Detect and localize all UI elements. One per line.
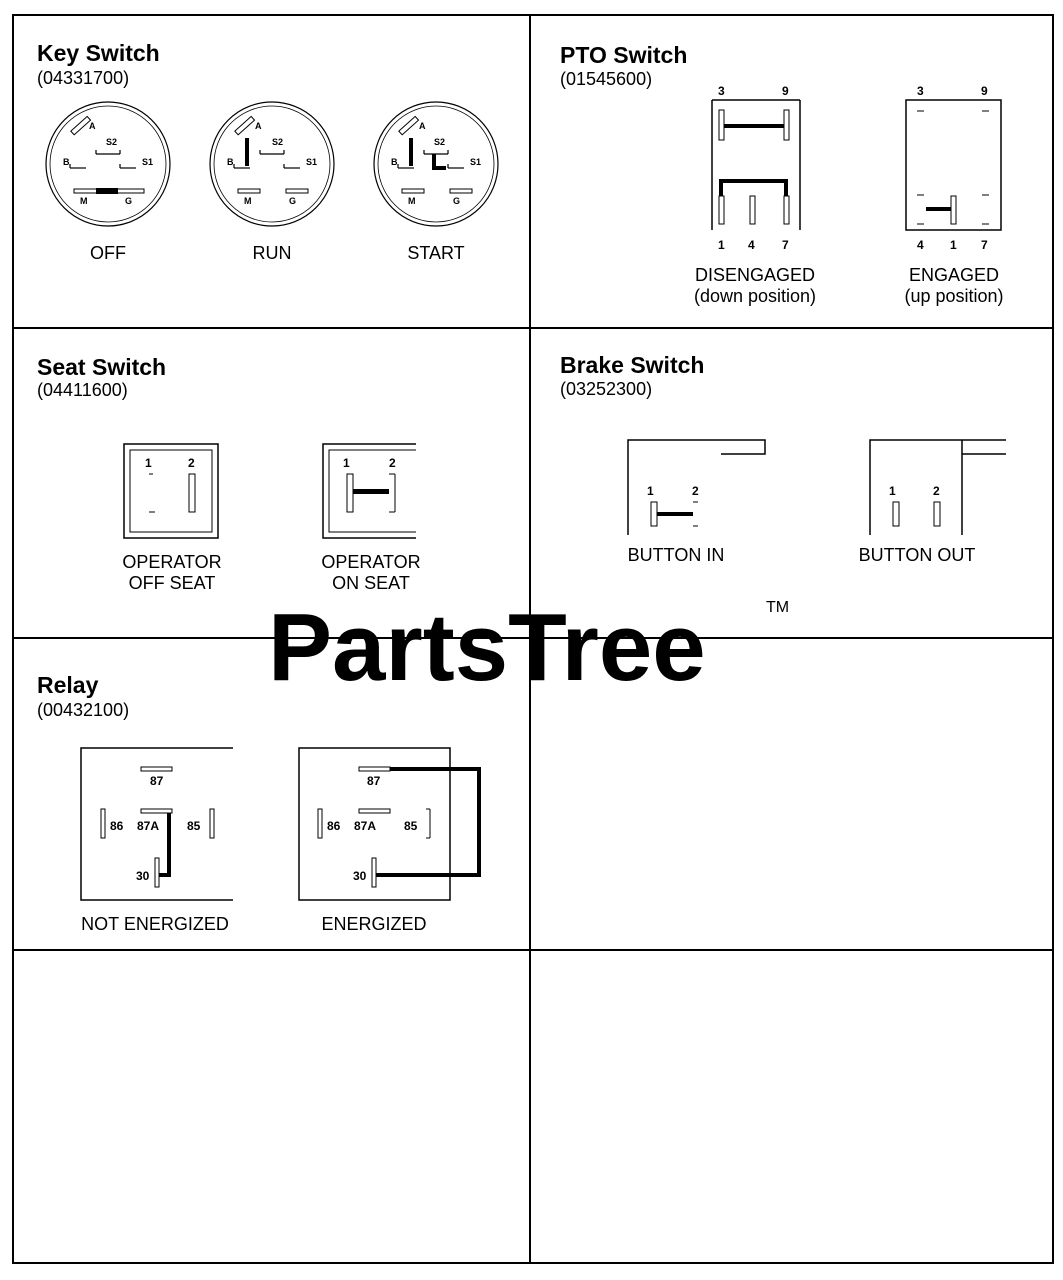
- svg-text:A: A: [89, 121, 96, 131]
- svg-text:87A: 87A: [354, 819, 377, 833]
- relay-title: Relay: [37, 672, 99, 698]
- pto-switch-part-number: (01545600): [560, 69, 653, 89]
- seat-off-label-line1: OPERATOR: [122, 552, 222, 572]
- svg-text:9: 9: [981, 84, 988, 98]
- svg-text:85: 85: [404, 819, 418, 833]
- seat-switch-part-number: (04411600): [37, 380, 128, 400]
- svg-text:G: G: [289, 196, 297, 206]
- seat-off-label-line2: OFF SEAT: [128, 573, 216, 593]
- svg-text:A: A: [255, 121, 262, 131]
- brake-button-out-label: BUTTON OUT: [858, 545, 976, 565]
- svg-text:G: G: [125, 196, 133, 206]
- svg-text:7: 7: [981, 238, 988, 252]
- svg-text:M: M: [408, 196, 416, 206]
- relay-not-energized-diagram: [81, 748, 233, 900]
- brake-switch-title: Brake Switch: [560, 352, 705, 378]
- svg-text:M: M: [80, 196, 88, 206]
- svg-text:87A: 87A: [137, 819, 160, 833]
- svg-text:7: 7: [782, 238, 789, 252]
- seat-switch-panel: [37, 354, 421, 593]
- key-switch-off-label: OFF: [90, 243, 126, 263]
- seat-on-label-line1: OPERATOR: [321, 552, 421, 572]
- seat-on-label-line2: ON SEAT: [332, 573, 410, 593]
- seat-off-diagram: [124, 444, 218, 538]
- svg-text:1: 1: [950, 238, 957, 252]
- relay-energized-label: ENERGIZED: [321, 914, 427, 934]
- svg-text:A: A: [419, 121, 426, 131]
- svg-text:B: B: [391, 157, 398, 167]
- key-switch-start-diagram: [374, 102, 498, 226]
- svg-text:1: 1: [145, 456, 152, 470]
- watermark-trademark: TM: [766, 599, 790, 616]
- svg-text:1: 1: [889, 484, 896, 498]
- svg-text:S2: S2: [434, 137, 446, 147]
- svg-text:3: 3: [718, 84, 725, 98]
- pto-disengaged-sublabel: (down position): [693, 286, 817, 306]
- relay-panel: [37, 672, 479, 934]
- svg-text:B: B: [227, 157, 234, 167]
- key-switch-off-diagram: [46, 102, 170, 226]
- key-switch-run-label: RUN: [252, 243, 292, 263]
- svg-text:4: 4: [748, 238, 755, 252]
- brake-switch-part-number: (03252300): [560, 379, 653, 399]
- svg-text:S1: S1: [306, 157, 318, 167]
- svg-text:3: 3: [917, 84, 924, 98]
- svg-text:87: 87: [367, 774, 381, 788]
- watermark: [268, 594, 789, 701]
- brake-switch-panel: [560, 352, 1006, 565]
- svg-text:M: M: [244, 196, 252, 206]
- svg-text:S2: S2: [106, 137, 118, 147]
- relay-part-number: (00432100): [37, 700, 130, 720]
- key-switch-title: Key Switch: [37, 40, 160, 66]
- brake-button-in-label: BUTTON IN: [627, 545, 725, 565]
- brake-button-out-diagram: [870, 440, 1006, 535]
- svg-text:4: 4: [917, 238, 924, 252]
- brake-button-in-diagram: [628, 440, 765, 535]
- seat-on-diagram: [323, 444, 416, 538]
- pto-switch-title: PTO Switch: [560, 42, 688, 68]
- svg-text:30: 30: [136, 869, 150, 883]
- relay-energized-diagram: [299, 748, 479, 900]
- svg-text:30: 30: [353, 869, 367, 883]
- key-switch-part-number: (04331700): [37, 68, 130, 88]
- svg-text:S2: S2: [272, 137, 284, 147]
- pto-disengaged-diagram: [712, 84, 800, 252]
- svg-text:1: 1: [718, 238, 725, 252]
- svg-text:85: 85: [187, 819, 201, 833]
- svg-text:2: 2: [692, 484, 699, 498]
- pto-disengaged-label: DISENGAGED: [694, 265, 816, 285]
- seat-switch-title: Seat Switch: [37, 354, 167, 380]
- pto-engaged-diagram: [906, 84, 1001, 252]
- svg-text:G: G: [453, 196, 461, 206]
- svg-text:B: B: [63, 157, 70, 167]
- watermark-text: PartsTree: [268, 594, 706, 701]
- pto-switch-panel: [560, 42, 1004, 306]
- svg-text:9: 9: [782, 84, 789, 98]
- key-switch-panel: [37, 40, 498, 263]
- svg-text:86: 86: [327, 819, 341, 833]
- key-switch-run-diagram: [210, 102, 334, 226]
- key-switch-start-label: START: [407, 243, 465, 263]
- relay-not-energized-label: NOT ENERGIZED: [81, 914, 229, 934]
- svg-text:S1: S1: [470, 157, 482, 167]
- svg-text:S1: S1: [142, 157, 154, 167]
- svg-text:2: 2: [389, 456, 396, 470]
- pto-engaged-label: ENGAGED: [908, 265, 1000, 285]
- svg-text:2: 2: [933, 484, 940, 498]
- svg-text:87: 87: [150, 774, 164, 788]
- svg-text:2: 2: [188, 456, 195, 470]
- pto-engaged-sublabel: (up position): [904, 286, 1004, 306]
- svg-text:86: 86: [110, 819, 124, 833]
- svg-text:1: 1: [647, 484, 654, 498]
- svg-text:1: 1: [343, 456, 350, 470]
